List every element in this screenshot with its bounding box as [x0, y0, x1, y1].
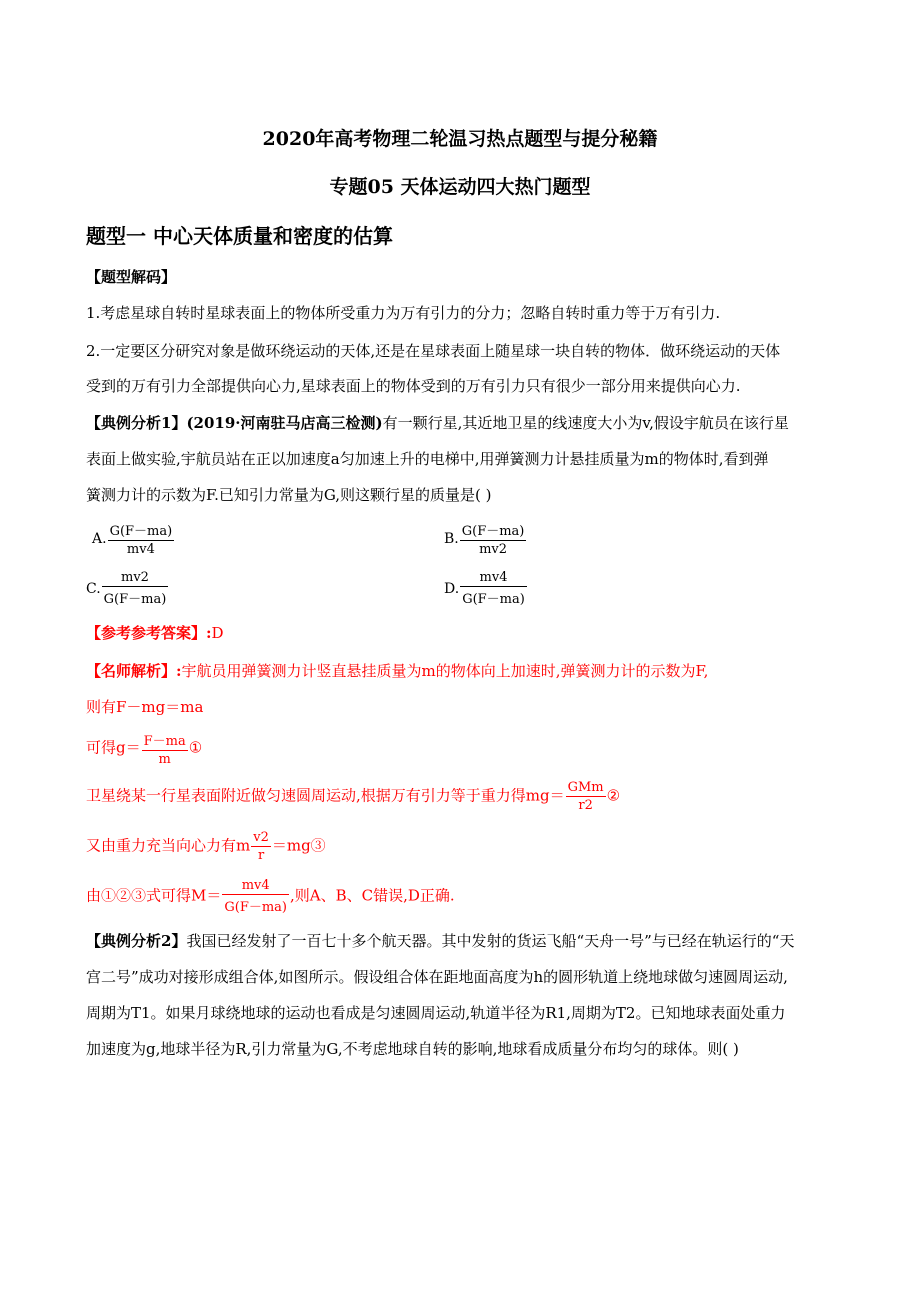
equation-4-prefix: 又由重力充当向心力有m: [86, 836, 251, 855]
option-d-denominator: G(F－ma): [462, 592, 525, 607]
equation-4-numerator: v2: [253, 830, 269, 845]
equation-5-numerator: mv4: [222, 878, 289, 895]
topic-title: 专题05 天体运动四大热门题型: [329, 176, 591, 198]
option-a-label: A.: [92, 530, 107, 547]
option-c[interactable]: [86, 570, 169, 607]
example-1-label: 【典例分析1】: [86, 414, 187, 432]
equation-4-denominator: r: [257, 848, 265, 863]
section-heading: 题型一 中心天体质量和密度的估算: [86, 224, 393, 248]
example-2-line-3: 周期为T1。如果月球绕地球的运动也看成是匀速圆周运动,轨道半径为R1,周期为T2。已知地球表面处重力: [86, 1004, 786, 1022]
point-2-line-2: 受到的万有引力全部提供向心力,星球表面上的物体受到的万有引力只有很少一部分用来提供向心力.: [86, 377, 741, 395]
answer-value: D: [211, 624, 224, 642]
equation-2: [86, 730, 202, 767]
equation-5: [86, 878, 455, 915]
option-d-numerator: mv4: [460, 570, 527, 587]
option-b-numerator: G(F－ma): [460, 520, 527, 541]
equation-3: [86, 780, 620, 813]
equation-2-fraction: [142, 730, 188, 767]
option-a[interactable]: [92, 520, 175, 557]
option-b[interactable]: [444, 520, 527, 557]
option-c-denominator: G(F－ma): [103, 592, 167, 607]
option-a-fraction: [108, 520, 175, 557]
decode-label: 【题型解码】: [86, 268, 177, 286]
option-c-numerator: mv2: [102, 570, 169, 587]
answer-row: [86, 622, 224, 644]
equation-1: 则有F－mg＝ma: [86, 698, 204, 716]
example-1-line-1: [86, 412, 789, 434]
option-d[interactable]: [444, 570, 528, 607]
equation-3-fraction: [566, 780, 606, 813]
option-d-fraction: [460, 570, 527, 607]
equation-3-mark: ②: [606, 786, 621, 805]
example-1-question-2: 表面上做实验,宇航员站在正以加速度a匀加速上升的电梯中,用弹簧测力计悬挂质量为m的物体时,看到弹: [86, 450, 769, 468]
example-2-line-2: 宫二号”成功对接形成组合体,如图所示。假设组合体在距地面高度为h的圆形轨道上绕地球做匀速圆周运动,: [86, 968, 788, 986]
equation-2-mark: ①: [188, 738, 203, 757]
answer-label: 【参考参考答案】:: [86, 624, 212, 642]
analysis-line-1: [86, 660, 708, 682]
option-b-fraction: [460, 520, 527, 557]
example-1-question-3: 簧测力计的示数为F.已知引力常量为G,则这颗行星的质量是( ): [86, 486, 492, 504]
equation-3-prefix: 卫星绕某一行星表面附近做匀速圆周运动,根据万有引力等于重力得mg＝: [86, 786, 565, 805]
option-a-denominator: mv4: [126, 542, 155, 557]
document-title: 2020年高考物理二轮温习热点题型与提分秘籍: [262, 128, 658, 150]
equation-5-prefix: 由①②③式可得M＝: [86, 886, 222, 905]
equation-2-prefix: 可得g＝: [86, 738, 141, 757]
example-2-line-1: [86, 930, 794, 952]
option-b-denominator: mv2: [479, 542, 508, 557]
equation-2-numerator: F－ma: [142, 730, 188, 751]
option-d-label: D.: [444, 580, 460, 597]
equation-4: [86, 830, 326, 863]
option-c-fraction: [102, 570, 169, 607]
option-c-label: C.: [86, 580, 101, 597]
equation-5-denominator: G(F－ma): [224, 900, 288, 915]
option-b-label: B.: [444, 530, 459, 547]
equation-3-denominator: r2: [578, 798, 593, 813]
equation-5-fraction: [222, 878, 289, 915]
equation-5-suffix: ,则A、B、C错误,D正确.: [290, 886, 455, 905]
equation-4-fraction: [251, 830, 271, 863]
example-2-label: 【典例分析2】: [86, 932, 187, 950]
equation-2-denominator: m: [158, 752, 171, 767]
analysis-label: 【名师解析】:: [86, 662, 182, 680]
option-a-numerator: G(F－ma): [108, 520, 175, 541]
example-2-text-1: 我国已经发射了一百七十多个航天器。其中发射的货运飞船“天舟一号”与已经在轨运行的“天: [186, 932, 795, 950]
point-1: 1.考虑星球自转时星球表面上的物体所受重力为万有引力的分力；忽略自转时重力等于万有引力.: [86, 304, 721, 322]
point-2-line-1: 2.一定要区分研究对象是做环绕运动的天体,还是在星球表面上随星球一块自转的物体．做环绕运动的天体: [86, 342, 781, 360]
example-1-source: (2019·河南驻马店高三检测): [186, 414, 383, 432]
equation-4-suffix: ＝mg③: [271, 836, 326, 855]
equation-3-numerator: GMm: [567, 780, 604, 795]
example-1-question-1: 有一颗行星,其近地卫星的线速度大小为v,假设宇航员在该行星: [382, 414, 789, 432]
example-2-line-4: 加速度为g,地球半径为R,引力常量为G,不考虑地球自转的影响,地球看成质量分布均匀的球体。则( ): [86, 1040, 739, 1058]
analysis-text: 宇航员用弹簧测力计竖直悬挂质量为m的物体向上加速时,弹簧测力计的示数为F,: [181, 662, 709, 680]
